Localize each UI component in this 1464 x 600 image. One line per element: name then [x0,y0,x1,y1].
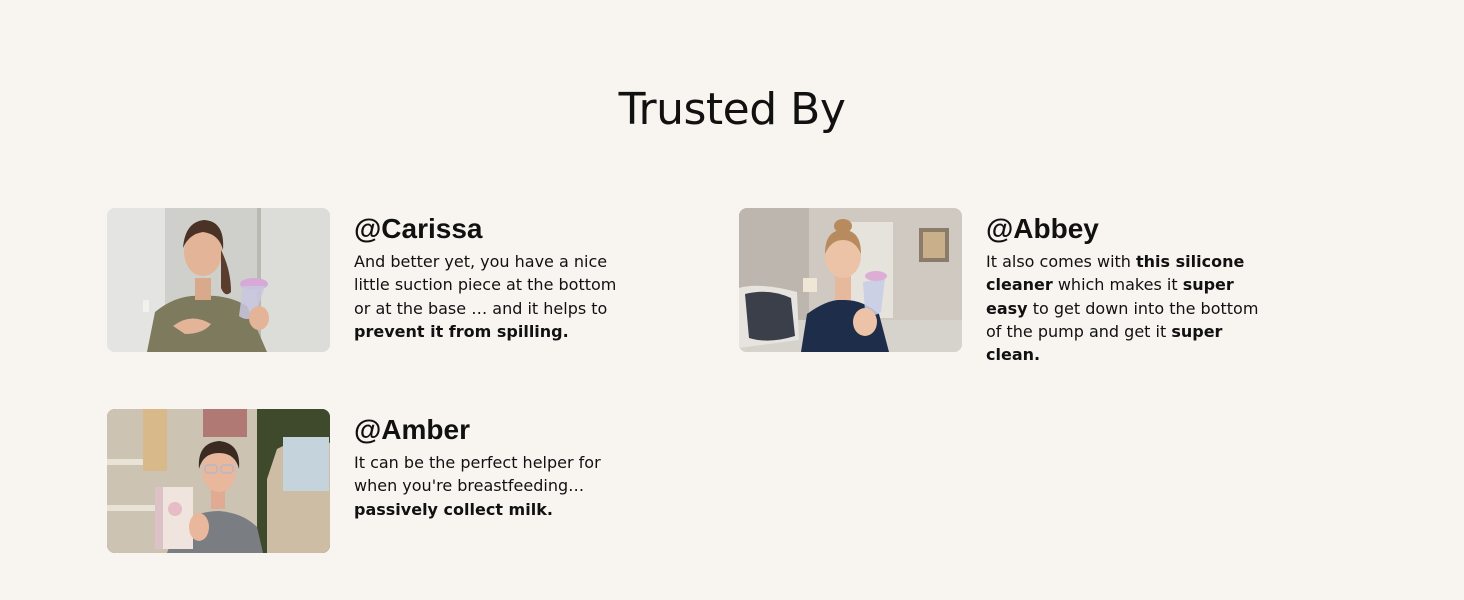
testimonial-quote [354,250,629,343]
quote-emphasis: passively collect milk. [354,499,553,519]
amber-photo [107,409,330,553]
section-title: Trusted By [618,84,846,135]
testimonial-quote [354,451,629,521]
quote-text: to get down into the bottom of the pump and get it [986,298,1259,341]
quote-text: which makes it [1052,275,1183,295]
testimonial-handle: @Amber [354,414,470,445]
video-thumbnail[interactable] [107,208,330,352]
abbey-photo [739,208,962,352]
quote-emphasis: super clean. [986,321,1223,365]
quote-emphasis: prevent it from spilling. [354,321,569,341]
testimonial-handle: @Carissa [354,213,483,244]
quote-text: It also comes with [986,252,1137,271]
quote-emphasis: this silicone cleaner [986,252,1245,295]
quote-emphasis: super easy [986,275,1234,318]
quote-text: It can be the perfect helper for when you're breastfeeding… [354,453,601,496]
testimonial-quote [986,250,1261,366]
testimonial-handle: @Abbey [986,213,1099,244]
video-thumbnail[interactable] [107,409,330,553]
quote-text: And better yet, you have a nice little suction piece at the bottom or at the base … and it helps to [354,252,617,318]
video-thumbnail[interactable] [739,208,962,352]
carissa-photo [107,208,330,352]
